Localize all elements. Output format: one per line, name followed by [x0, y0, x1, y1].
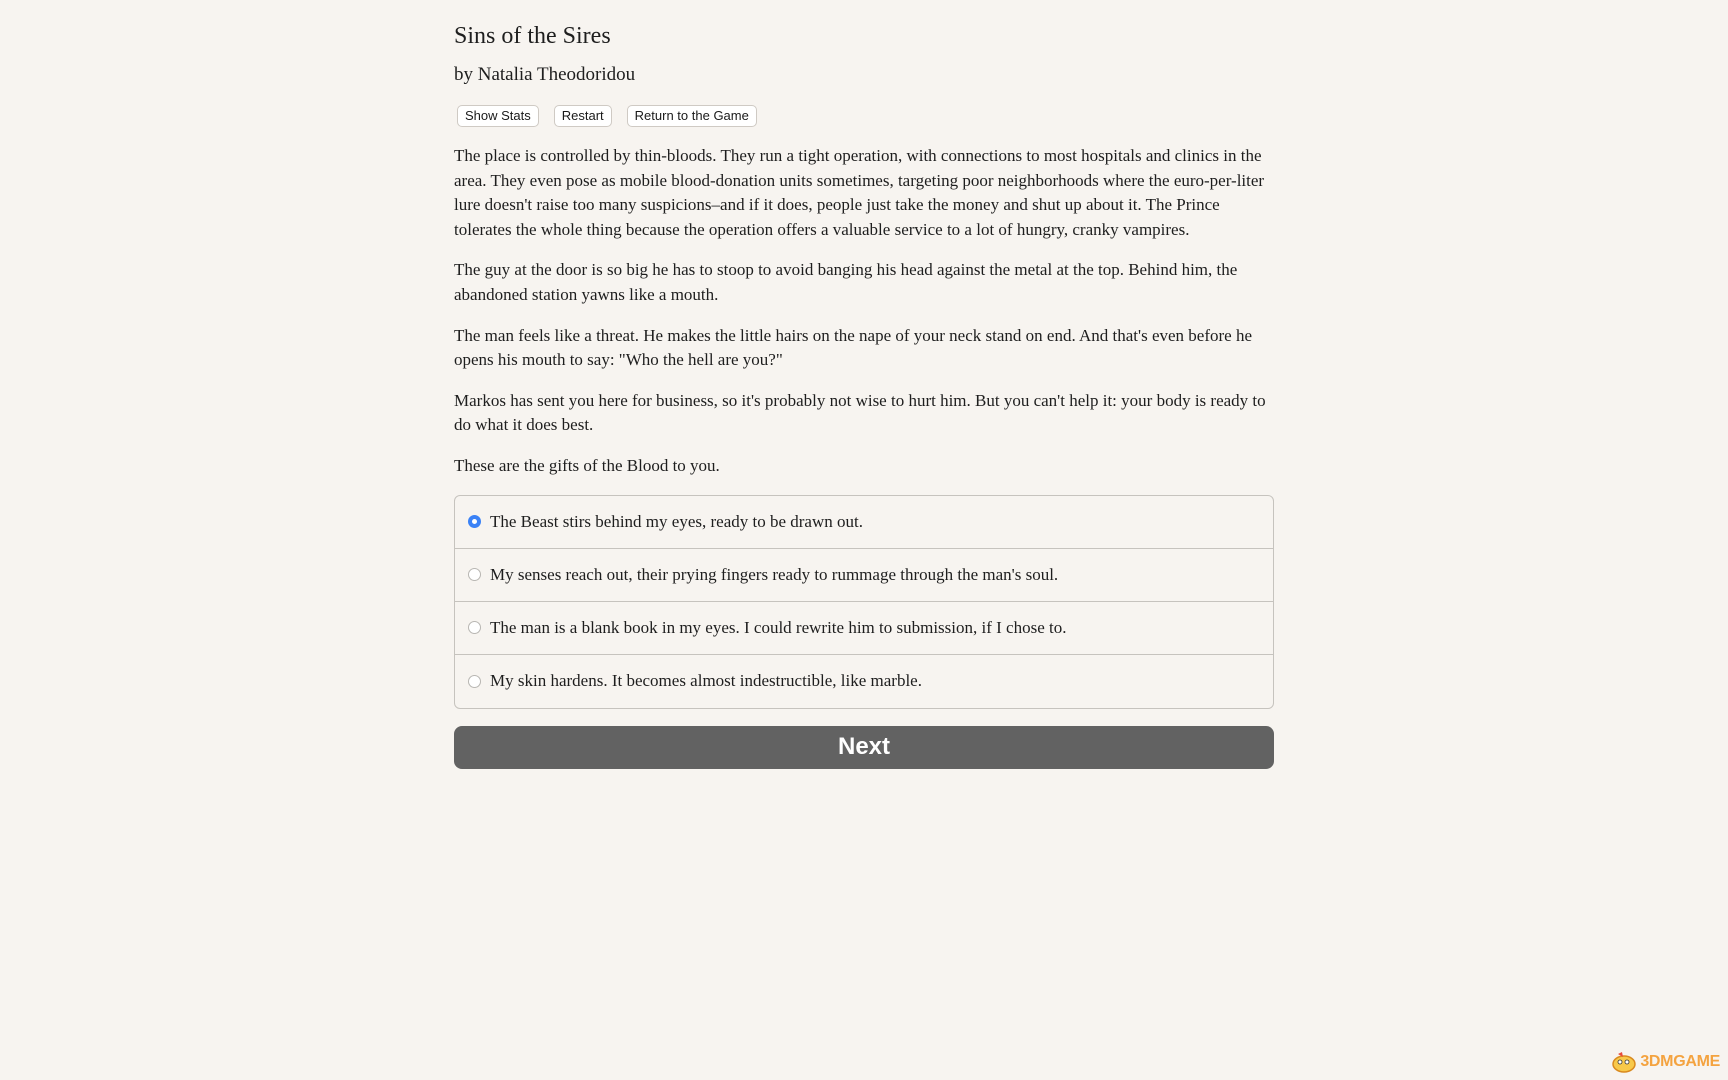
next-button[interactable]: Next [454, 726, 1274, 769]
return-to-game-button[interactable]: Return to the Game [627, 105, 757, 127]
game-page [454, 20, 1274, 769]
choice-label: The Beast stirs behind my eyes, ready to be drawn out. [490, 511, 863, 531]
choice-option[interactable] [455, 602, 1273, 655]
choice-label: My skin hardens. It becomes almost indestructible, like marble. [490, 671, 922, 691]
watermark [1610, 1050, 1720, 1074]
choice-list [454, 495, 1274, 709]
story-paragraph: Markos has sent you here for business, so it's probably not wise to hurt him. But you can't help it: your body is ready to do what it does best. [454, 390, 1266, 435]
story-paragraph: The man feels like a threat. He makes the little hairs on the nape of your neck stand on end. And that's even before he opens his mouth to say: "Who the hell are you?" [454, 325, 1253, 370]
watermark-logo-icon [1610, 1050, 1638, 1074]
restart-button[interactable]: Restart [554, 105, 612, 127]
toolbar [454, 105, 1274, 127]
watermark-text: 3DMGAME [1640, 1053, 1720, 1070]
story-text [454, 144, 1274, 479]
choice-option[interactable] [455, 655, 1273, 708]
radio-button[interactable] [468, 675, 481, 688]
story-paragraph: These are the gifts of the Blood to you. [454, 455, 720, 475]
choice-option[interactable] [455, 496, 1273, 549]
radio-button[interactable] [468, 568, 481, 581]
story-paragraph: The place is controlled by thin-bloods. They run a tight operation, with connections to most hospitals and clinics in the area. They even pose as mobile blood-donation units sometimes, targeting poor neighborhoods where the euro-per-liter lure doesn't raise too many suspicions–and if it does, people just take the money and shut up about it. The Prince tolerates the whole thing because the operation offers a valuable service to a lot of hungry, cranky vampires. [454, 146, 1265, 239]
game-title: Sins of the Sires [454, 23, 611, 49]
game-author: by Natalia Theodoridou [454, 64, 636, 85]
radio-button[interactable] [468, 515, 481, 528]
radio-button[interactable] [468, 621, 481, 634]
choice-label: My senses reach out, their prying fingers ready to rummage through the man's soul. [490, 564, 1059, 584]
story-paragraph: The guy at the door is so big he has to stoop to avoid banging his head against the metal at the top. Behind him, the abandoned station yawns like a mouth. [454, 260, 1238, 304]
choice-option[interactable] [455, 549, 1273, 602]
show-stats-button[interactable]: Show Stats [457, 105, 539, 127]
choice-label: The man is a blank book in my eyes. I could rewrite him to submission, if I chose to. [490, 617, 1067, 637]
